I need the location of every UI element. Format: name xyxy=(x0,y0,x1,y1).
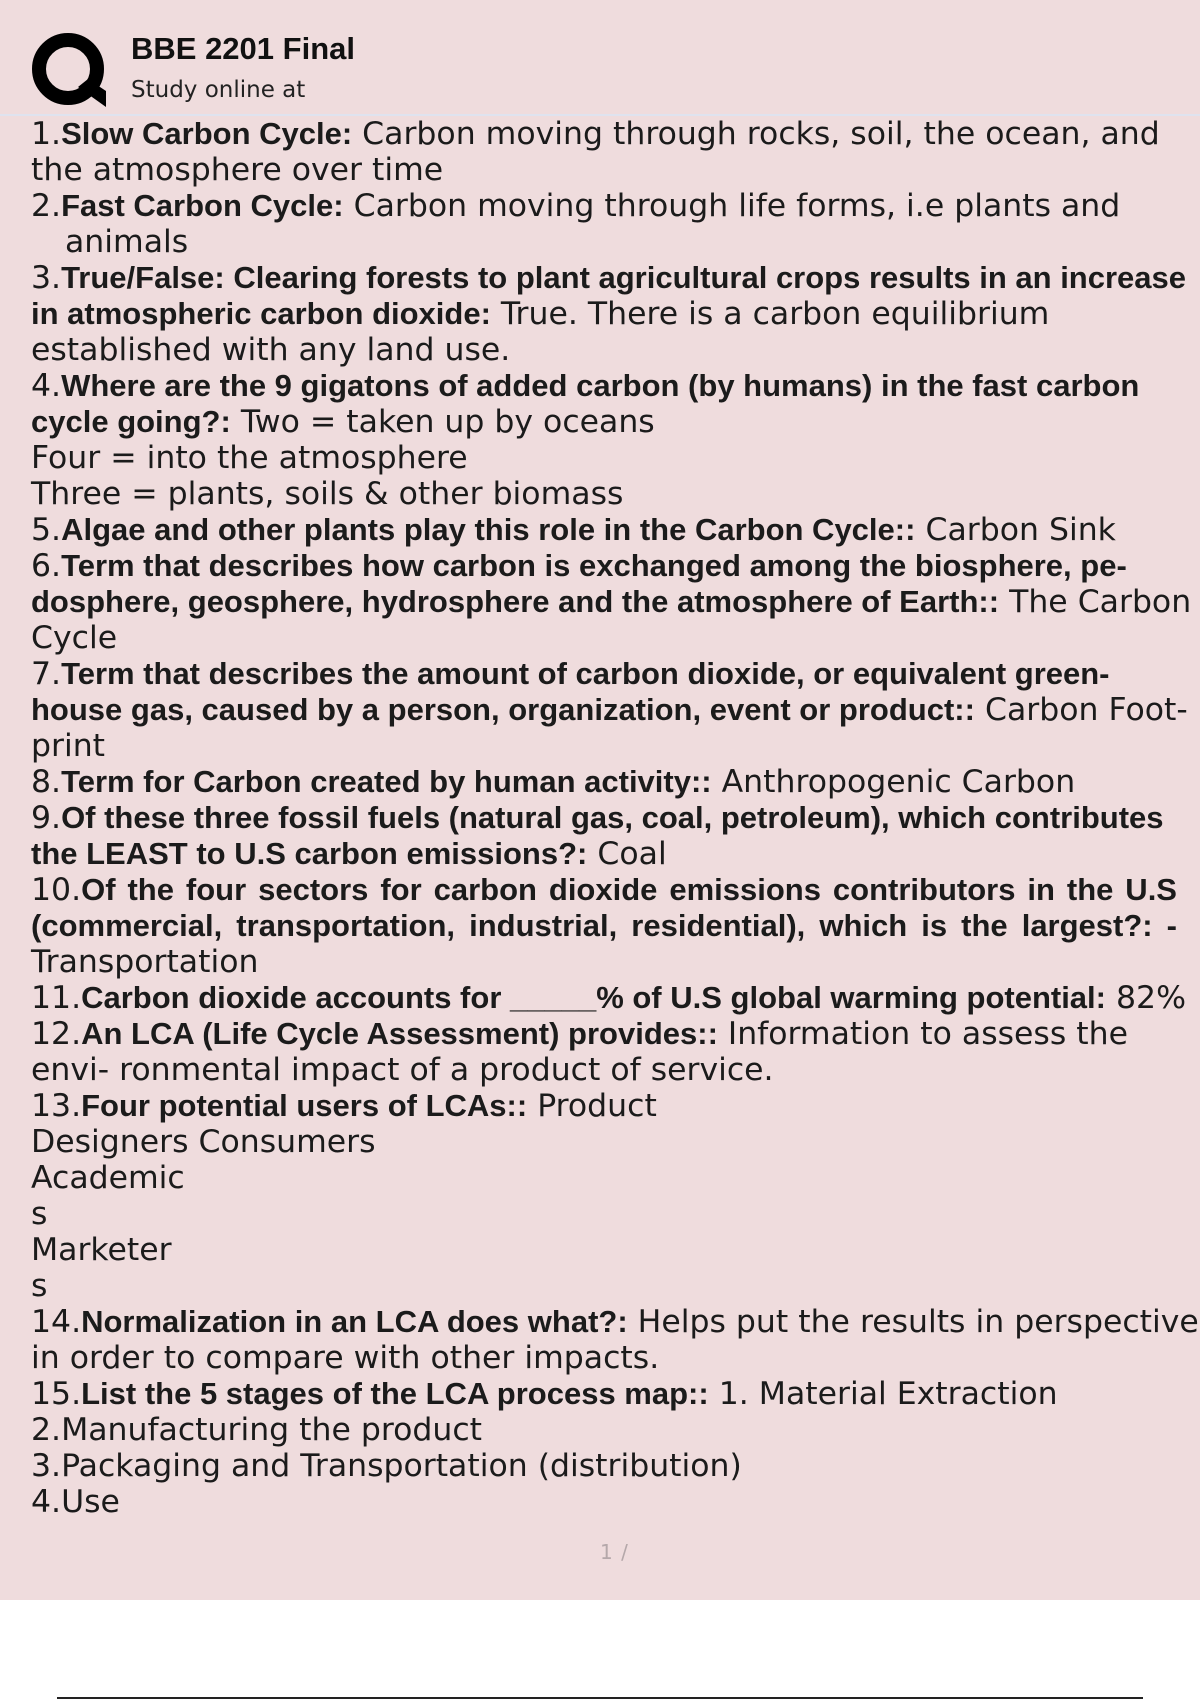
answer-line: s xyxy=(31,1196,48,1232)
question-item: 12.An LCA (Life Cycle Assessment) provides:: Information to assess the envi- ronmental impact of a product of service. xyxy=(31,1016,1128,1088)
answer-line: 4.Use xyxy=(31,1484,120,1520)
question-item: 3.True/False: Clearing forests to plant agricultural crops results in an increase in atmospheric carbon dioxide: True. There is a carbon equilibrium established with any land use. xyxy=(31,260,1187,368)
question-item: 15.List the 5 stages of the LCA process map:: 1. Material Extraction xyxy=(31,1376,1058,1412)
answer-line: 3.Packaging and Transportation (distribution) xyxy=(31,1448,742,1484)
question-item: 7.Term that describes the amount of carbon dioxide, or equivalent green- house gas, caused by a person, organization, event or product:: Carbon Foot- print xyxy=(31,656,1188,764)
question-item: 1.Slow Carbon Cycle: Carbon moving through rocks, soil, the ocean, and the atmosphere over time xyxy=(31,116,1160,188)
document-header xyxy=(0,0,1200,116)
document-subtitle: Study online at xyxy=(131,77,306,103)
answer-line: 2.Manufacturing the product xyxy=(31,1412,483,1448)
answer-line: s xyxy=(31,1268,48,1304)
question-item: 10.Of the four sectors for carbon dioxide emissions contributors in the U.S (commercial, transportation, industrial, residential), which is the largest?: - Transportation xyxy=(31,872,1177,980)
answer-line: Marketer xyxy=(31,1232,172,1268)
answer-line: Academic xyxy=(31,1160,185,1196)
answer-line: Four = into the atmosphere xyxy=(31,440,468,476)
question-item: 9.Of these three fossil fuels (natural gas, coal, petroleum), which contributes the LEAST to U.S carbon emissions?: Coal xyxy=(31,800,1164,872)
question-item: 4.Where are the 9 gigatons of added carbon (by humans) in the fast carbon cycle going?: Two = taken up by oceans xyxy=(31,368,1140,440)
question-item: 14.Normalization in an LCA does what?: Helps put the results in perspective in order to compare with other impacts. xyxy=(31,1304,1199,1376)
divider xyxy=(57,1697,1143,1699)
document-title: BBE 2201 Final xyxy=(131,31,355,66)
question-item: 11.Carbon dioxide accounts for _____% of U.S global warming potential: 82% xyxy=(31,980,1187,1016)
question-item: 13.Four potential users of LCAs:: Product xyxy=(31,1088,657,1124)
quizlet-logo-icon xyxy=(32,33,110,111)
answer-line: Three = plants, soils & other biomass xyxy=(31,476,624,512)
page-number: 1 / xyxy=(600,1540,629,1564)
flashcard-list xyxy=(31,116,1200,1520)
question-item: 2.Fast Carbon Cycle: Carbon moving through life forms, i.e plants and animals xyxy=(31,188,1121,260)
question-item: 5.Algae and other plants play this role in the Carbon Cycle:: Carbon Sink xyxy=(31,512,1116,548)
question-item: 8.Term for Carbon created by human activity:: Anthropogenic Carbon xyxy=(31,764,1076,800)
question-item: 6.Term that describes how carbon is exchanged among the biosphere, pe- dosphere, geosphere, hydrosphere and the atmosphere of Earth:: The Carbon Cycle xyxy=(31,548,1192,656)
answer-line: Designers Consumers xyxy=(31,1124,376,1160)
